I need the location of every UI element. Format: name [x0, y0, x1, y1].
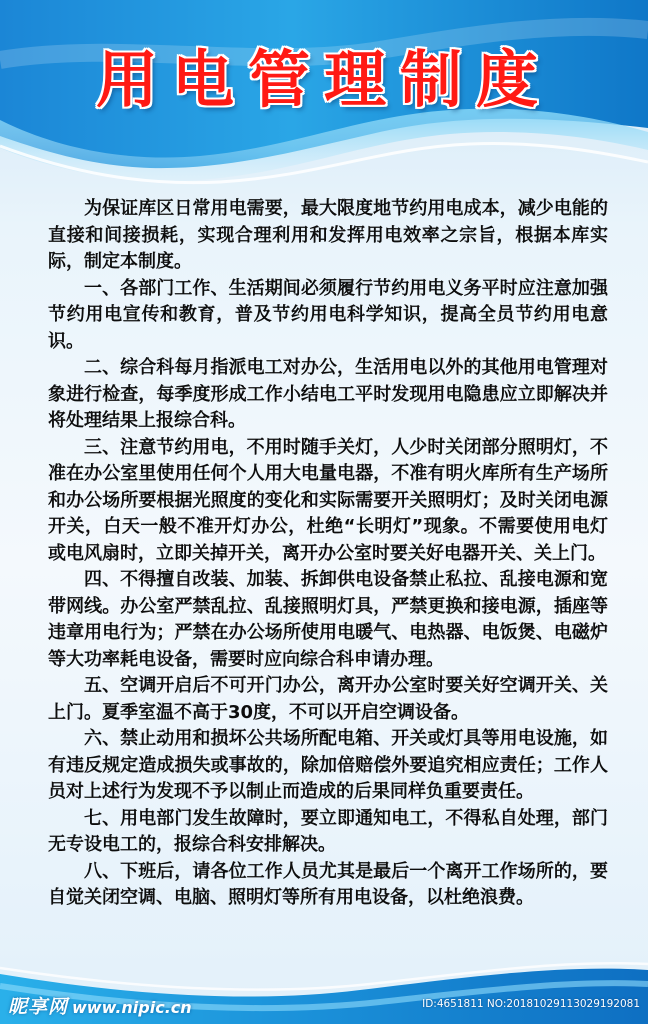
rule-3-paragraph: 三、注意节约用电，不用时随手关灯，人少时关闭部分照明灯，不准在办公室里使用任何个人用大电量电器，不准有明火库所有生产场所和办公场所要根据光照度的变化和实际需要开关照明灯；及时关闭电源开关，白天一般不准开灯办公，杜绝“长明灯”现象。不需要使用电灯或电风扇时，立即关掉开关，离开办公室时要关好电器开关、关上门。 — [48, 436, 608, 564]
rule-7-paragraph: 七、用电部门发生故障时，要立即通知电工，不得私自处理，部门无专设电工的，报综合科安排解决。 — [48, 807, 608, 855]
rule-8-paragraph: 八、下班后，请各位工作人员尤其是最后一个离开工作场所的，要自觉关闭空调、电脑、照明灯等所有用电设备，以杜绝浪费。 — [48, 860, 608, 908]
regulation-text — [48, 196, 608, 912]
rule-2-paragraph: 二、综合科每月指派电工对办公，生活用电以外的其他用电管理对象进行检查，每季度形成工作小结电工平时发现用电隐患应立即解决并将处理结果上报综合科。 — [48, 357, 608, 431]
intro-paragraph: 为保证库区日常用电需要，最大限度地节约用电成本，减少电能的直接和间接损耗，实现合理利用和发挥用电效率之宗旨，根据本库实际，制定本制度。 — [48, 198, 608, 272]
poster-title: 用电管理制度 — [95, 43, 552, 116]
watermark-logo — [8, 992, 192, 1019]
watermark-brand: 昵享网 — [8, 996, 69, 1018]
watermark-id: ID:4651811 NO:20181029113029192081 — [422, 998, 640, 1010]
watermark-url: www.nipic.cn — [72, 998, 192, 1017]
rule-6-paragraph: 六、禁止动用和损坏公共场所配电箱、开关或灯具等用电设施，如有违反规定造成损失或事故的，除加倍赔偿外要追究相应责任；工作人员对上述行为发现不予以制止而造成的后果同样负重要责任。 — [48, 728, 608, 802]
rule-5-paragraph: 五、空调开启后不可开门办公，离开办公室时要关好空调开关、关上门。夏季室温不高于30度，不可以开启空调设备。 — [48, 675, 608, 723]
rule-4-paragraph: 四、不得擅自改装、加装、拆卸供电设备禁止私拉、乱接电源和宽带网线。办公室严禁乱拉、乱接照明灯具，严禁更换和接电源，插座等违章用电行为；严禁在办公场所使用电暖气、电热器、电饭煲、电磁炉等大功率耗电设备，需要时应向综合科申请办理。 — [48, 569, 608, 670]
rule-1-paragraph: 一、各部门工作、生活期间必须履行节约用电义务平时应注意加强节约用电宣传和教育，普及节约用电科学知识，提高全员节约用电意识。 — [48, 277, 608, 352]
